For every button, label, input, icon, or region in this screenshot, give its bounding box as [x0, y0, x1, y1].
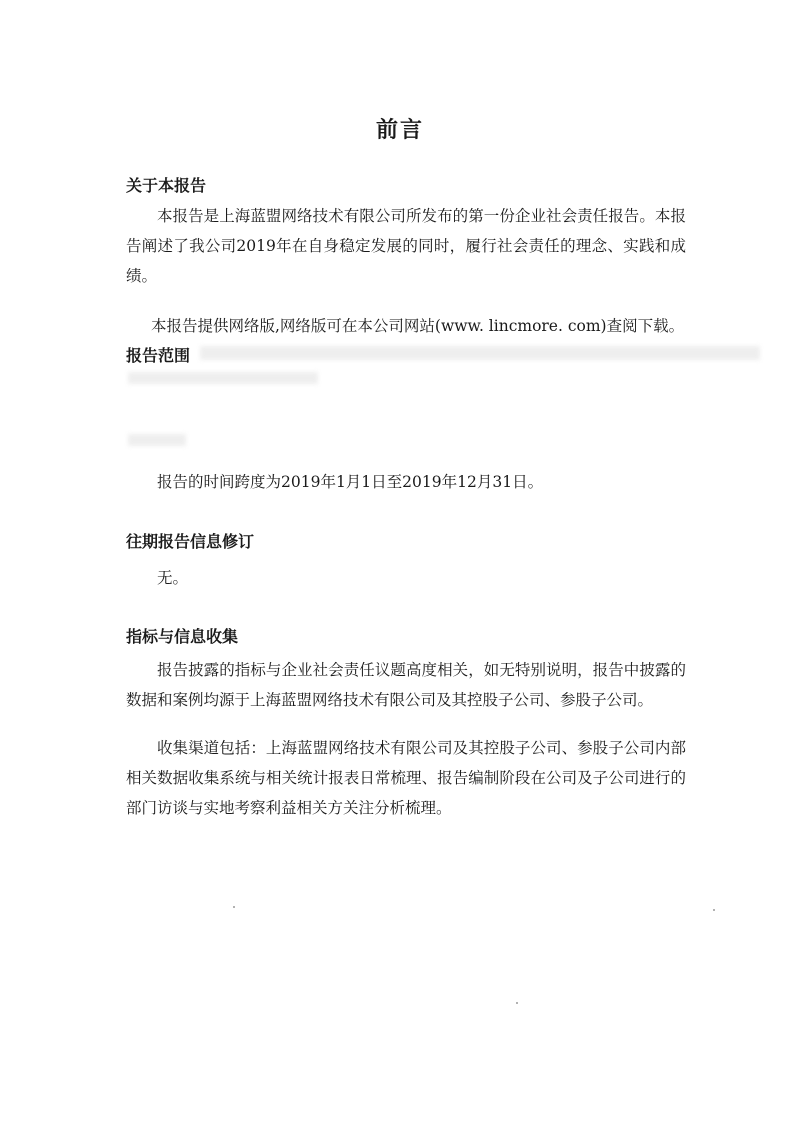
page-title: 前言 [375, 117, 424, 143]
section-heading-about: 关于本报告 [126, 176, 207, 195]
indicators-paragraph-2: 收集渠道包括：上海蓝盟网络技术有限公司及其控股子公司、参股子公司内部相关数据收集系统与相关统计报表日常梳理、报告编制阶段在公司及子公司进行的部门访谈与实地考察利益相关方关注分析梳理。 [126, 739, 686, 817]
scan-speck [713, 909, 715, 911]
revision-text: 无。 [157, 569, 189, 587]
section-heading-indicators: 指标与信息收集 [126, 627, 239, 646]
scan-speck [516, 1002, 518, 1004]
scan-smudge [128, 434, 186, 446]
about-paragraph-2: 本报告提供网络版,网络版可在本公司网站(www. lincmore. com)查阅下载。 [151, 317, 685, 335]
section-heading-revision: 往期报告信息修订 [126, 532, 255, 551]
scope-text: 报告的时间跨度为2019年1月1日至2019年12月31日。 [157, 473, 544, 491]
scan-smudge [128, 372, 318, 384]
scan-smudge [200, 346, 760, 360]
section-heading-scope: 报告范围 [126, 346, 191, 365]
about-paragraph-1: 本报告是上海蓝盟网络技术有限公司所发布的第一份企业社会责任报告。本报告阐述了我公司2019年在自身稳定发展的同时，履行社会责任的理念、实践和成绩。 [126, 207, 686, 285]
indicators-paragraph-1: 报告披露的指标与企业社会责任议题高度相关，如无特别说明，报告中披露的数据和案例均源于上海蓝盟网络技术有限公司及其控股子公司、参股子公司。 [126, 661, 686, 709]
scan-speck [233, 906, 235, 908]
